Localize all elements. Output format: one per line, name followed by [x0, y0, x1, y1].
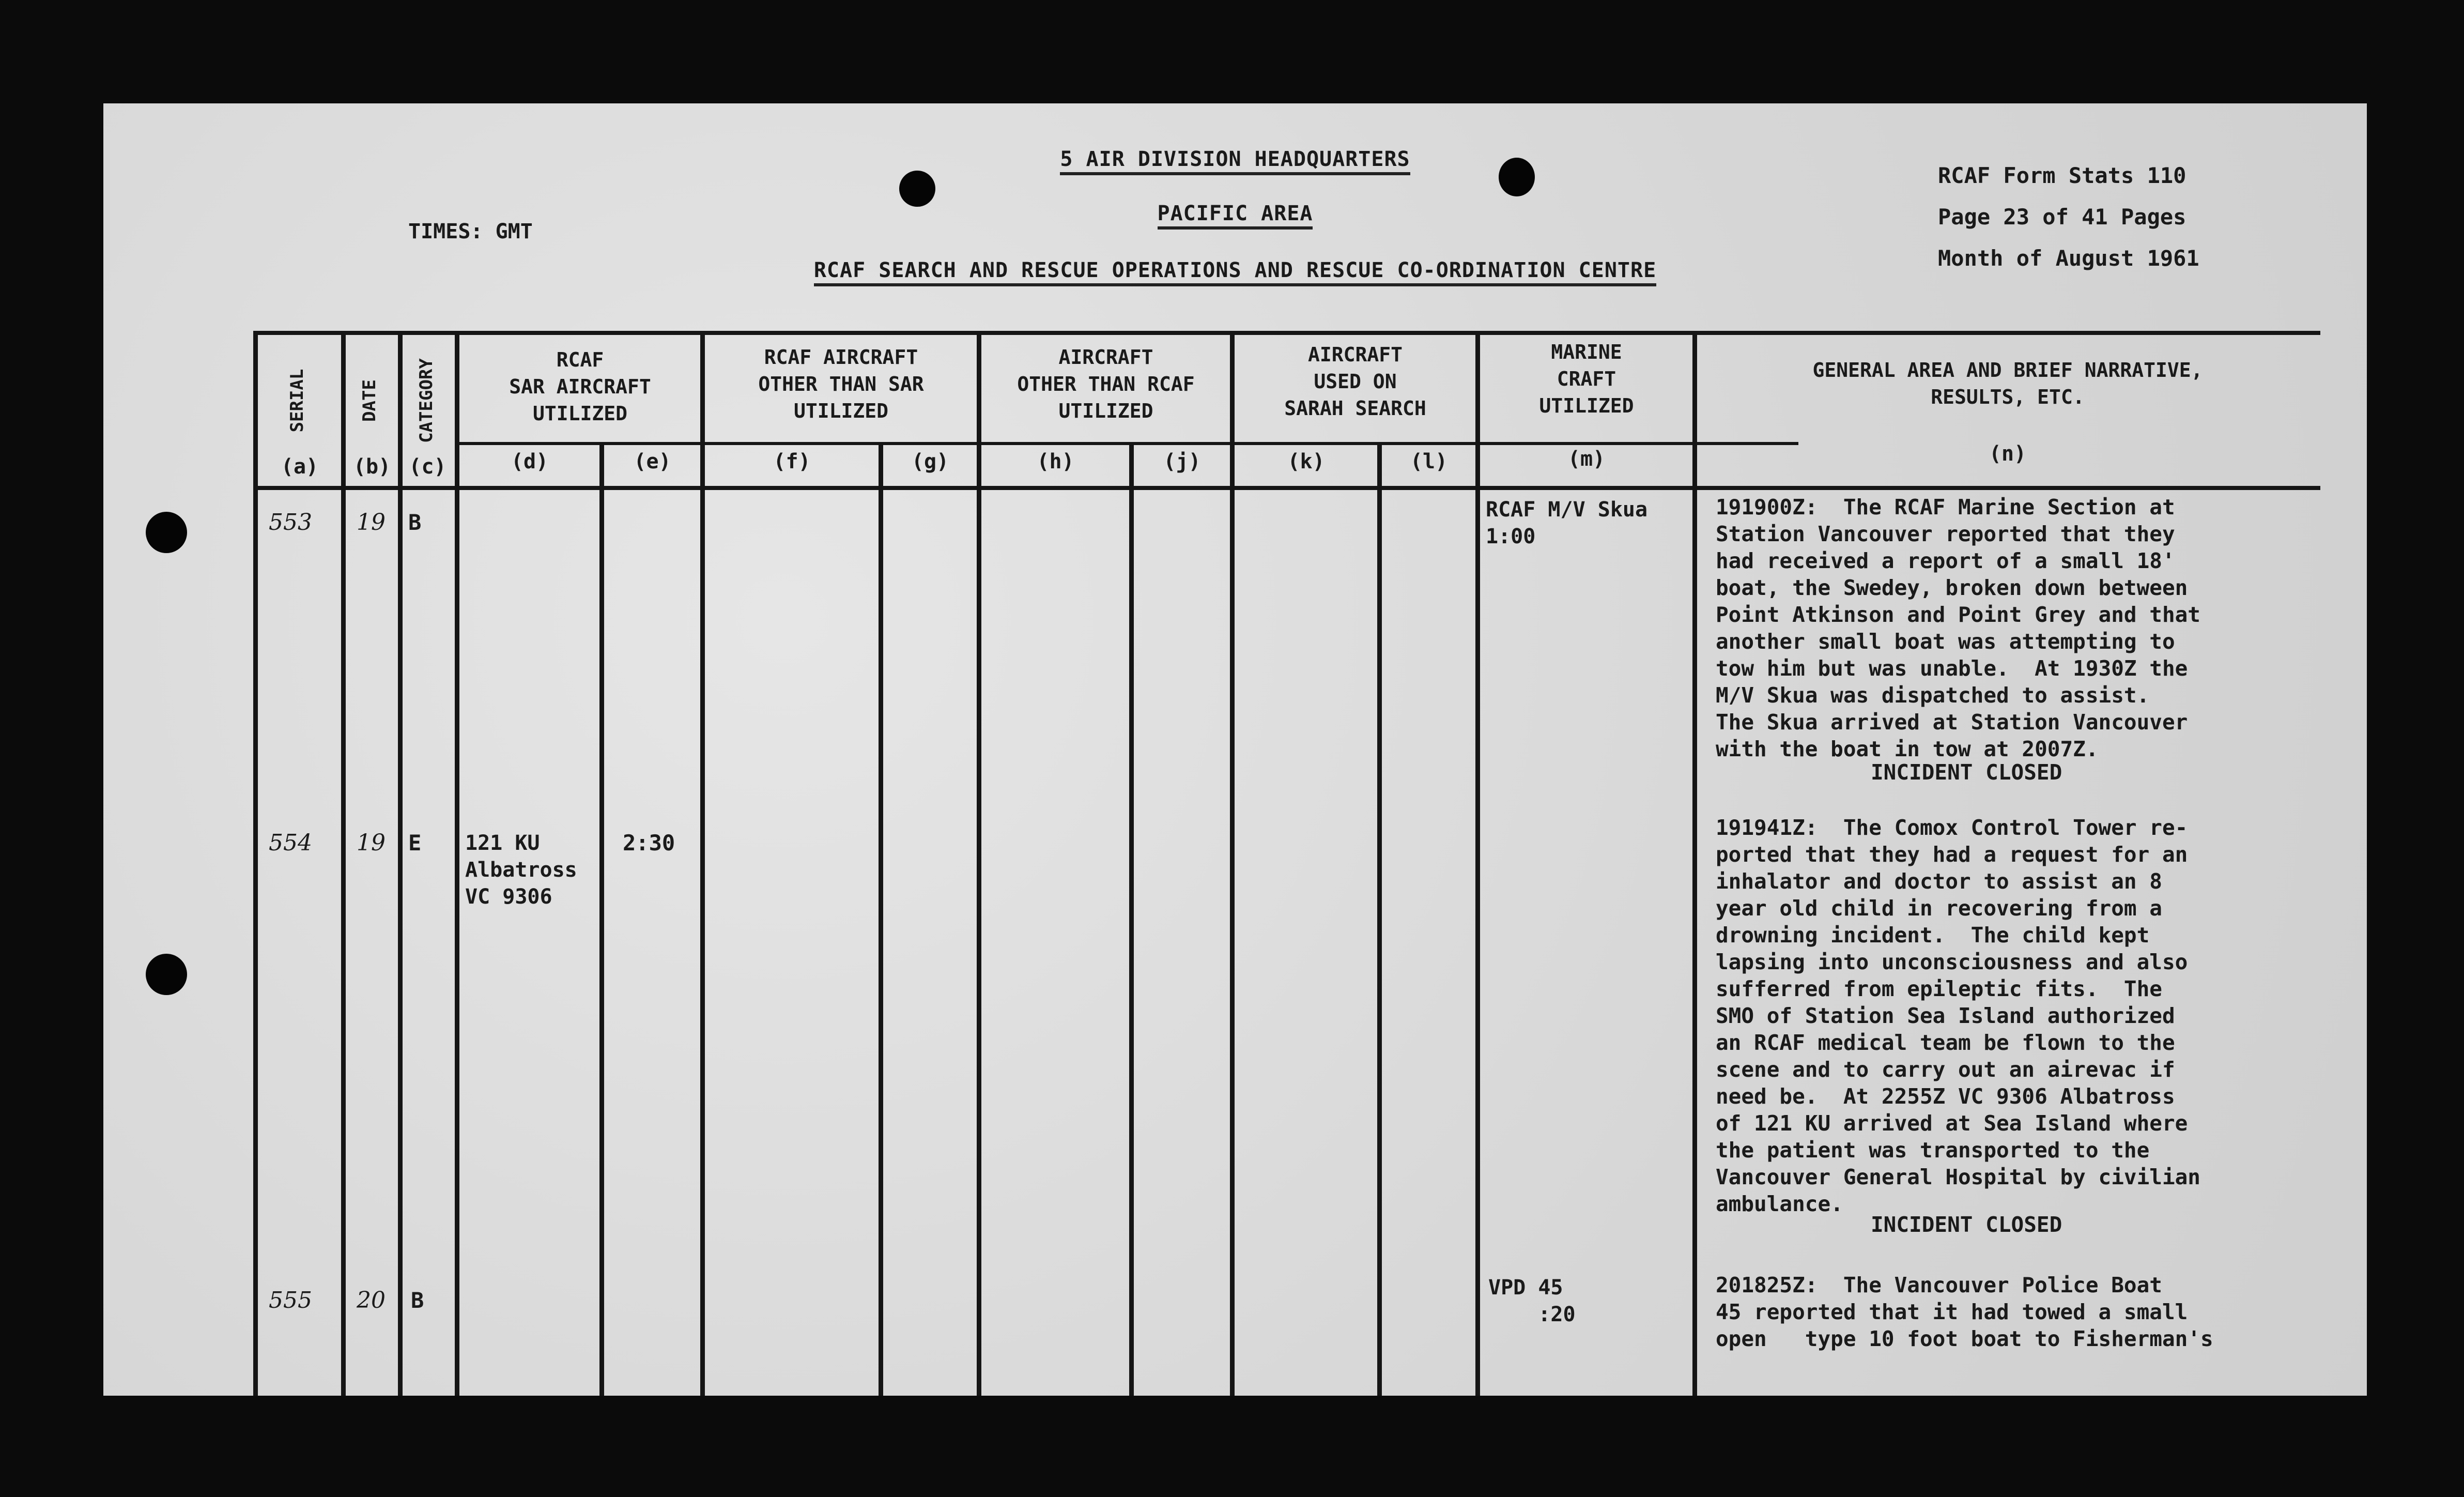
marine-553: RCAF M/V Skua 1:00: [1486, 498, 1648, 548]
col-letter-a: (a): [281, 455, 319, 479]
narrative-header: GENERAL AREA AND BRIEF NARRATIVE, RESULTS, ETC.: [1812, 359, 2203, 408]
report-title: RCAF SEARCH AND RESCUE OPERATIONS AND RESCUE CO-ORDINATION CENTRE: [103, 258, 2367, 282]
times-label: TIMES: GMT: [408, 220, 533, 243]
col-letter-k: (k): [1287, 450, 1325, 473]
date-554: 19: [357, 830, 386, 856]
area-heading: PACIFIC AREA: [103, 202, 2367, 225]
aircraft-other-header: AIRCRAFT OTHER THAN RCAF UTILIZED: [1017, 346, 1195, 422]
rcaf-other-header: RCAF AIRCRAFT OTHER THAN SAR UTILIZED: [758, 346, 924, 422]
col-letter-h: (h): [1037, 450, 1074, 473]
rcaf-sar-header: RCAF SAR AIRCRAFT UTILIZED: [509, 348, 651, 425]
col-letter-m: (m): [1567, 447, 1606, 471]
narrative-553: 191900Z: The RCAF Marine Section at Station Vancouver reported that they had received a report of a small 18' boat, the Swedey, broken down between Point Atkinson and Point Grey and that another small boat was attempting to tow him but was unable. At 1930Z the M/V Skua was dispatched to assist. The Skua arrived at Station Vancouver with the boat in tow at 2007Z.: [1716, 495, 2200, 761]
col-letter-g: (g): [911, 450, 949, 473]
serial-554: 554: [269, 830, 312, 856]
table-top-rule: [253, 331, 2320, 335]
document-sheet: [103, 103, 2367, 1396]
report-month: Month of August 1961: [1938, 246, 2199, 271]
incident-closed-553: INCIDENT CLOSED: [1871, 760, 2062, 785]
col-letter-b: (b): [353, 455, 391, 479]
hours-554: 2:30: [623, 830, 675, 856]
serial-553: 553: [269, 509, 312, 536]
col-letter-j: (j): [1163, 450, 1201, 473]
header-bottom-rule: [253, 486, 2320, 490]
binder-hole-upper: [146, 512, 187, 553]
col-letter-n: (n): [1989, 442, 2027, 466]
binder-hole-lower: [146, 954, 187, 995]
col-letter-l: (l): [1410, 450, 1448, 473]
narrative-554: 191941Z: The Comox Control Tower re- ported that they had a request for an inhalator and doctor to assist an 8 year old child in recovering from a drowning incident. The child kept lapsing into unconsciousness and also sufferred from epileptic fits. The SMO of Station Sea Island authorized an RCAF medical team be flown to the scene and to carry out an airevac if need be. At 2255Z VC 9306 Albatross of 121 KU arrived at Sea Island where the patient was transported to the Vancouver General Hospital by civilian ambulance.: [1716, 815, 2200, 1216]
incident-closed-554: INCIDENT CLOSED: [1871, 1212, 2062, 1237]
category-554: E: [408, 830, 422, 856]
marine-555: VPD 45 :20: [1488, 1276, 1576, 1326]
sarah-header: AIRCRAFT USED ON SARAH SEARCH: [1284, 343, 1426, 420]
category-header: CATEGORY: [416, 358, 437, 443]
page-number: Page 23 of 41 Pages: [1938, 204, 2186, 230]
aircraft-554: 121 KU Albatross VC 9306: [465, 831, 577, 909]
form-number: RCAF Form Stats 110: [1938, 163, 2186, 188]
org-heading: 5 AIR DIVISION HEADQUARTERS: [103, 147, 2367, 171]
narrative-555: 201825Z: The Vancouver Police Boat 45 reported that it had towed a small open type 10 foot boat to Fisherman's: [1716, 1273, 2213, 1351]
date-555: 20: [357, 1287, 386, 1313]
date-553: 19: [357, 509, 386, 536]
marine-header: MARINE CRAFT UTILIZED: [1539, 341, 1634, 417]
category-553: B: [408, 510, 422, 535]
col-letter-f: (f): [773, 450, 811, 473]
date-header: DATE: [359, 379, 380, 422]
col-letter-e: (e): [634, 450, 671, 473]
serial-header: SERIAL: [287, 369, 307, 433]
col-letter-d: (d): [511, 450, 549, 473]
serial-555: 555: [269, 1287, 312, 1313]
category-555: B: [411, 1288, 424, 1313]
group-header-rule: [455, 442, 1798, 445]
col-letter-c: (c): [409, 455, 446, 479]
